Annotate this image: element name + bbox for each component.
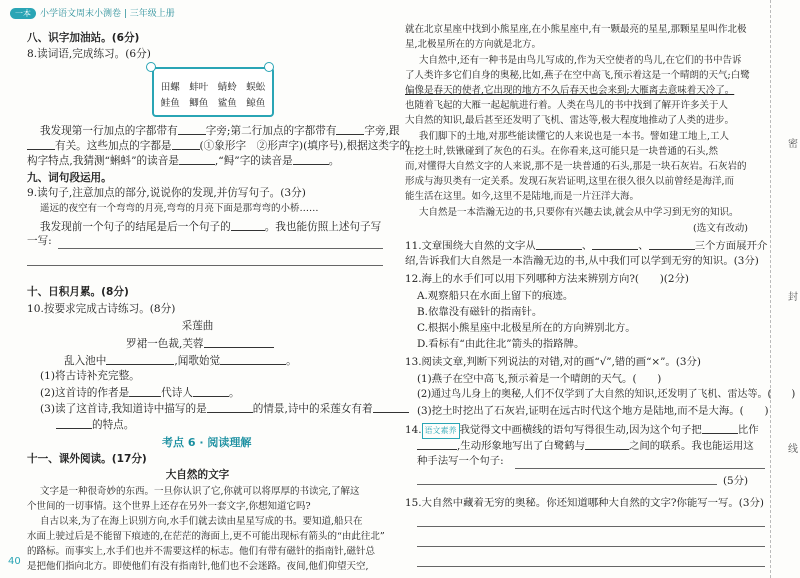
answer-blank[interactable]	[231, 219, 265, 231]
answer-blank[interactable]	[106, 353, 174, 365]
q13-2[interactable]: (2)通过鸟儿身上的奥秘,人们不仅学到了大自然的知识,还发明了飞机、雷达等。( )	[417, 389, 796, 400]
paragraph-line: 是把他们指向北方。即使他们有没有指南针,他们也不会迷路。夜间,他们仰望天空,	[27, 561, 369, 572]
paragraph-line: 大自然的知识,最后甚至还发明了飞机、雷达等,极大程度地推动了人类的进步。	[405, 115, 735, 126]
answer-blank[interactable]	[585, 438, 629, 450]
question-13: 13.阅读文章,判断下列说法的对错,对的画“√”,错的画“×”。(3分)	[405, 356, 701, 368]
card-corner-dot	[264, 62, 274, 72]
question-15: 15.大自然中藏着无穷的奥秘。你还知道哪种大自然的文字?你能写一写。(3分)	[405, 497, 764, 509]
answer-blank[interactable]	[592, 238, 638, 250]
section-11-title: 十一、课外阅读。(17分)	[27, 453, 147, 465]
q9-sentence: 遥远的夜空有一个弯弯的月亮,弯弯的月亮下面是那弯弯的小桥……	[40, 203, 319, 214]
paragraph-line: 水面上驶过后是不能留下痕迹的,在茫茫的海面上,更不可能出现标有箭头的“由此往北”	[27, 531, 385, 542]
q8-line-3: 构字特点,我猜测“蝌蚪”的读音是 ,“鲟”字的读音是 。	[27, 155, 340, 167]
answer-blank[interactable]	[293, 153, 329, 165]
paragraph-line: 在挖土时,铁锹碰到了灰色的石头。在你看来,这可能只是一块普通的石头,然	[405, 146, 719, 157]
literacy-tag: 语文素养	[422, 423, 460, 439]
paragraph-line: 也随着飞起的大雁一起起航进行着。人类在鸟儿的书中找到了解开许多关于人	[405, 100, 729, 111]
paragraph-line: 文字是一种很奇妙的东西。一旦你认识了它,你就可以将厚厚的书读完,了解这	[40, 486, 360, 497]
answer-blank[interactable]	[207, 401, 253, 413]
answer-line[interactable]	[417, 483, 717, 485]
word-card-row-2: 鲑鱼 鲫鱼 鲨鱼 鲸鱼	[160, 98, 266, 109]
paragraph-line: 而,对懂得大自然文字的人来说,那不是一块普通的石头,那是一块石灰岩。石灰岩的	[405, 161, 747, 172]
q9-line-2: 我发现前一个句子的结尾是后一个句子的 。我也能仿照上述句子写	[40, 221, 382, 233]
question-8: 8.读词语,完成练习。(6分)	[27, 48, 151, 60]
paragraph-line: 我们脚下的土地,对那些能读懂它的人来说也是一本书。譬如建工地上,工人	[419, 131, 730, 142]
q10-2: (2)这首诗的作者是 代诗人 。	[40, 387, 240, 399]
answer-line[interactable]	[417, 565, 765, 567]
q13-1[interactable]: (1)燕子在空中高飞,预示着是一个晴朗的天气。( )	[417, 373, 662, 385]
section-8-title: 八、识字加油站。(6分)	[27, 32, 140, 44]
question-9: 9.读句子,注意加点的部分,说说你的发现,并仿写句子。(3分)	[27, 187, 306, 199]
page-header	[10, 6, 175, 19]
header-title: 小学语文周末小测卷 | 三年级上册	[40, 9, 175, 19]
paragraph-line: 了人类许多它们自身的奥秘,比如,燕子在空中高飞,预示着这是一个晴朗的天气;白鹭	[405, 70, 750, 81]
answer-blank[interactable]	[702, 422, 738, 434]
poem-line-2: 乱入池中 ,闻歌始觉 。	[64, 355, 297, 367]
paragraph-line: 形成与海贝类有一定关系。发现石灰岩证明,这里在很久很久以前曾经是海洋,而	[405, 176, 735, 187]
source-note: (选文有改动)	[693, 223, 748, 234]
header-badge: 一本	[10, 8, 36, 19]
answer-blank[interactable]	[178, 123, 206, 135]
answer-line[interactable]	[58, 247, 383, 249]
q8-line-1: 我发现第一行加点的字都带有 字旁;第二行加点的字都带有 字旁,跟	[40, 125, 400, 137]
paragraph-line: 就在北京星座中找到小熊星座,在小熊星座中,有一颗最亮的星星,那颗星星叫作北极	[405, 24, 747, 35]
q10-3: (3)读了这首诗,我知道诗中描写的是 的情景,诗中的采莲女有着	[40, 401, 409, 416]
paragraph-line: 能生活在这里。如今,这里不是陆地,而是一片汪洋大海。	[405, 191, 640, 202]
binding-line	[770, 0, 771, 578]
paragraph-line: 大自然中,还有一种书是由鸟儿写成的,作为天空使者的鸟儿,在它们的书中告诉	[419, 55, 742, 66]
q14-line-1: 14. 语文素养 我觉得文中画横线的语句写得很生动,因为这个句子把 比作	[405, 422, 759, 439]
answer-blank[interactable]	[220, 353, 286, 365]
answer-blank[interactable]	[179, 153, 215, 165]
paragraph-line: 的路标。而事实上,水手们也并不需要这样的标志。他们有带有磁针的指南针,磁针总	[27, 546, 376, 557]
answer-blank[interactable]	[204, 336, 274, 348]
answer-line[interactable]	[417, 525, 765, 527]
right-page	[405, 0, 796, 578]
underlined-sentence: 偏像是春天的使者,它出现的地方不久后春天也会来到;大雁离去意味着天冷了。	[405, 85, 735, 96]
q9-line-3: 一写:	[27, 235, 52, 247]
section-10-title: 十、日积月累。(8分)	[27, 286, 129, 298]
answer-line[interactable]	[27, 264, 383, 266]
option-b[interactable]: B.依靠没有磁针的指南针。	[417, 306, 543, 318]
option-a[interactable]: A.观察船只在水面上留下的痕迹。	[417, 290, 574, 302]
answer-blank[interactable]	[56, 417, 92, 429]
paragraph-line: 个世间的一切事情。这个世界上还存在另外一套文字,你想知道它吗?	[27, 501, 311, 512]
side-label-feng: 封	[788, 292, 798, 303]
side-label-xian: 线	[788, 444, 798, 455]
side-label-mi: 密	[788, 139, 798, 150]
answer-blank[interactable]	[336, 123, 364, 135]
poem-line-1: 罗裙一色裁,芙蓉	[126, 336, 274, 351]
option-c[interactable]: C.根据小熊星座中北极星所在的方向辨别北方。	[417, 322, 636, 334]
q11-line-1: 11.文章围绕大自然的文字从 、 、 三个方面展开介	[405, 240, 768, 252]
q8-line-2: 有关。这些加点的字都是 (①象形字 ②形声字)(填序号),根据这类字的	[27, 138, 410, 153]
question-10: 10.按要求完成古诗练习。(8分)	[27, 303, 176, 315]
q14-line-2: ,生动形象地写出了白鹭鹤与 之间的联系。我也能运用这	[417, 438, 754, 453]
answer-blank[interactable]	[417, 438, 457, 450]
q13-3[interactable]: (3)挖土时挖出了石灰岩,证明在远古时代这个地方是陆地,而不是大海。( )	[417, 405, 769, 417]
answer-blank[interactable]	[27, 138, 55, 150]
question-12: 12.海上的水手们可以用下列哪种方法来辨别方向?( )(2分)	[405, 273, 689, 285]
card-corner-dot	[146, 62, 156, 72]
answer-blank[interactable]	[172, 138, 200, 150]
section-header: 考点 6 · 阅读理解	[162, 436, 252, 449]
q10-3-cont: 的特点。	[56, 417, 134, 432]
poem-title: 采莲曲	[181, 320, 214, 332]
word-card	[152, 67, 274, 117]
q14-line-3: 种手法写一个句子:	[417, 455, 504, 467]
paragraph-line: 自古以来,为了在海上识别方向,水手们就去读由星星写成的书。要知道,船只在	[40, 516, 363, 527]
q11-line-2: 绍,告诉我们大自然是一本浩瀚无边的书,从中我们可以学到无穷的知识。(3分)	[405, 255, 759, 267]
answer-line[interactable]	[515, 467, 765, 469]
answer-line[interactable]	[417, 545, 765, 547]
paragraph-line: 大自然是一本浩瀚无边的书,只要你有兴趣去读,就会从中学习到无穷的知识。	[419, 207, 739, 218]
answer-blank[interactable]	[129, 385, 161, 397]
answer-blank[interactable]	[193, 385, 229, 397]
q10-1: (1)将古诗补充完整。	[40, 370, 140, 382]
q14-score: (5分)	[723, 475, 749, 487]
answer-blank[interactable]	[536, 238, 582, 250]
section-9-title: 九、词句段运用。	[27, 172, 112, 184]
page-number: 40	[8, 556, 21, 567]
word-card-row-1: 田螺 蚌叶 蜻蛉 蜈蚣	[160, 82, 266, 93]
article-title: 大自然的文字	[165, 469, 230, 481]
option-d[interactable]: D.看标有“由此往北”箭头的指路牌。	[417, 338, 585, 350]
answer-blank[interactable]	[649, 238, 695, 250]
paragraph-line: 星,北极星所在的方向就是北方。	[405, 39, 542, 50]
answer-blank[interactable]	[373, 401, 409, 413]
